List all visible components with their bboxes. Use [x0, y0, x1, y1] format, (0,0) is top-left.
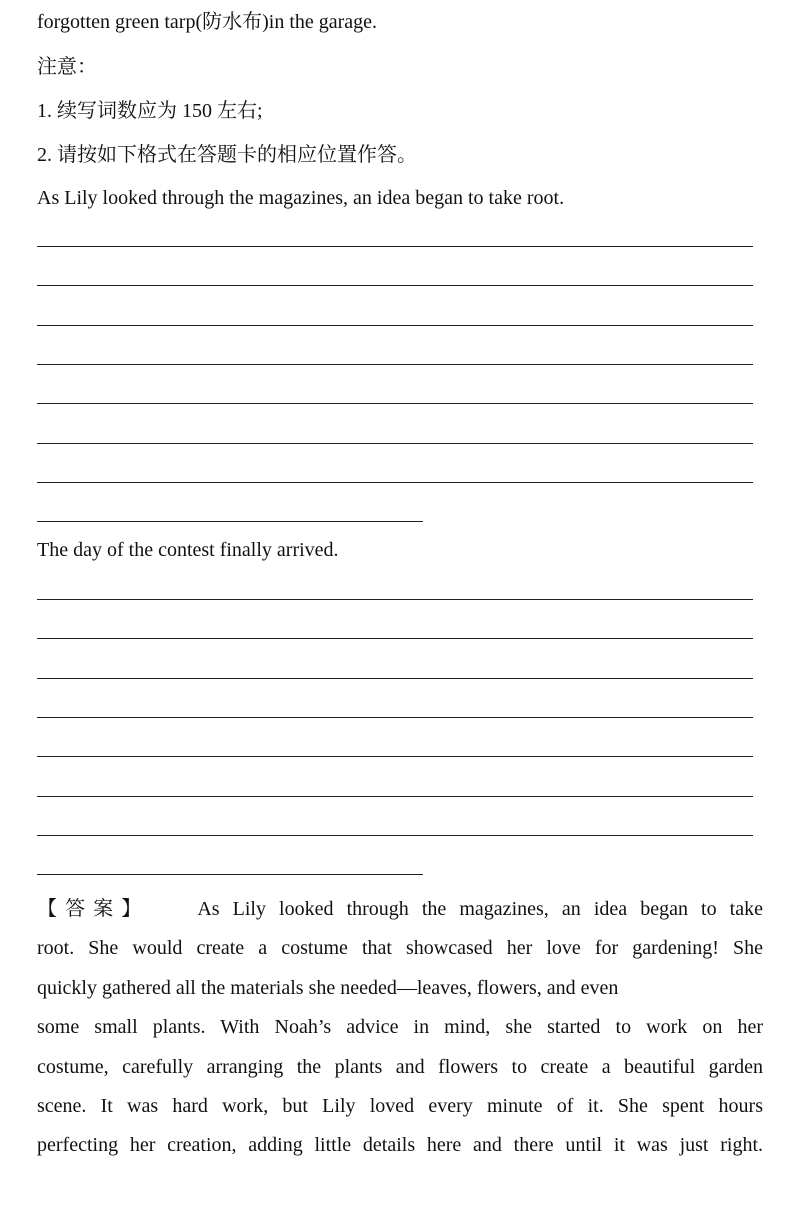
writing-line[interactable] [37, 482, 753, 483]
writing-line[interactable] [37, 796, 753, 797]
top-line: forgotten green tarp(防水布)in the garage. [37, 11, 378, 33]
writing-line[interactable] [37, 285, 753, 286]
notice-item-1: 1. 续写词数应为 150 左右; [37, 100, 263, 122]
writing-line[interactable] [37, 325, 753, 326]
answer-line-7: perfecting her creation, adding little details here and there until it was just right. [37, 1134, 763, 1157]
writing-line[interactable] [37, 246, 753, 247]
answer-line-5: costume, carefully arranging the plants and flowers to create a beautiful garden [37, 1055, 763, 1078]
writing-line[interactable] [37, 364, 753, 365]
writing-line-short[interactable] [37, 521, 423, 522]
answer-line-6: scene. It was hard work, but Lily loved every minute of it. She spent hours [37, 1095, 763, 1118]
answer-block [37, 890, 763, 1166]
writing-line[interactable] [37, 638, 753, 639]
answer-line-4: some small plants. With Noah’s advice in mind, she started to work on her [37, 1016, 763, 1039]
notice-item-2: 2. 请按如下格式在答题卡的相应位置作答。 [37, 144, 417, 166]
answer-line-2: root. She would create a costume that showcased her love for gardening! She [37, 937, 763, 960]
writing-line-short[interactable] [37, 874, 423, 875]
answer-tag: 【答案】 [37, 898, 150, 920]
writing-line[interactable] [37, 403, 753, 404]
writing-line[interactable] [37, 756, 753, 757]
writing-line[interactable] [37, 599, 753, 600]
writing-line[interactable] [37, 717, 753, 718]
paragraph-1-start: As Lily looked through the magazines, an idea began to take root. [37, 187, 565, 209]
answer-line-3: quickly gathered all the materials she needed—leaves, flowers, and even [37, 976, 619, 999]
writing-line[interactable] [37, 443, 753, 444]
paragraph-2-start: The day of the contest finally arrived. [37, 539, 339, 561]
writing-line[interactable] [37, 678, 753, 679]
writing-line[interactable] [37, 835, 753, 836]
answer-line-1: 【答案】 As Lily looked through the magazines, an idea began to take [37, 898, 763, 920]
notice-title: 注意： [37, 56, 97, 78]
